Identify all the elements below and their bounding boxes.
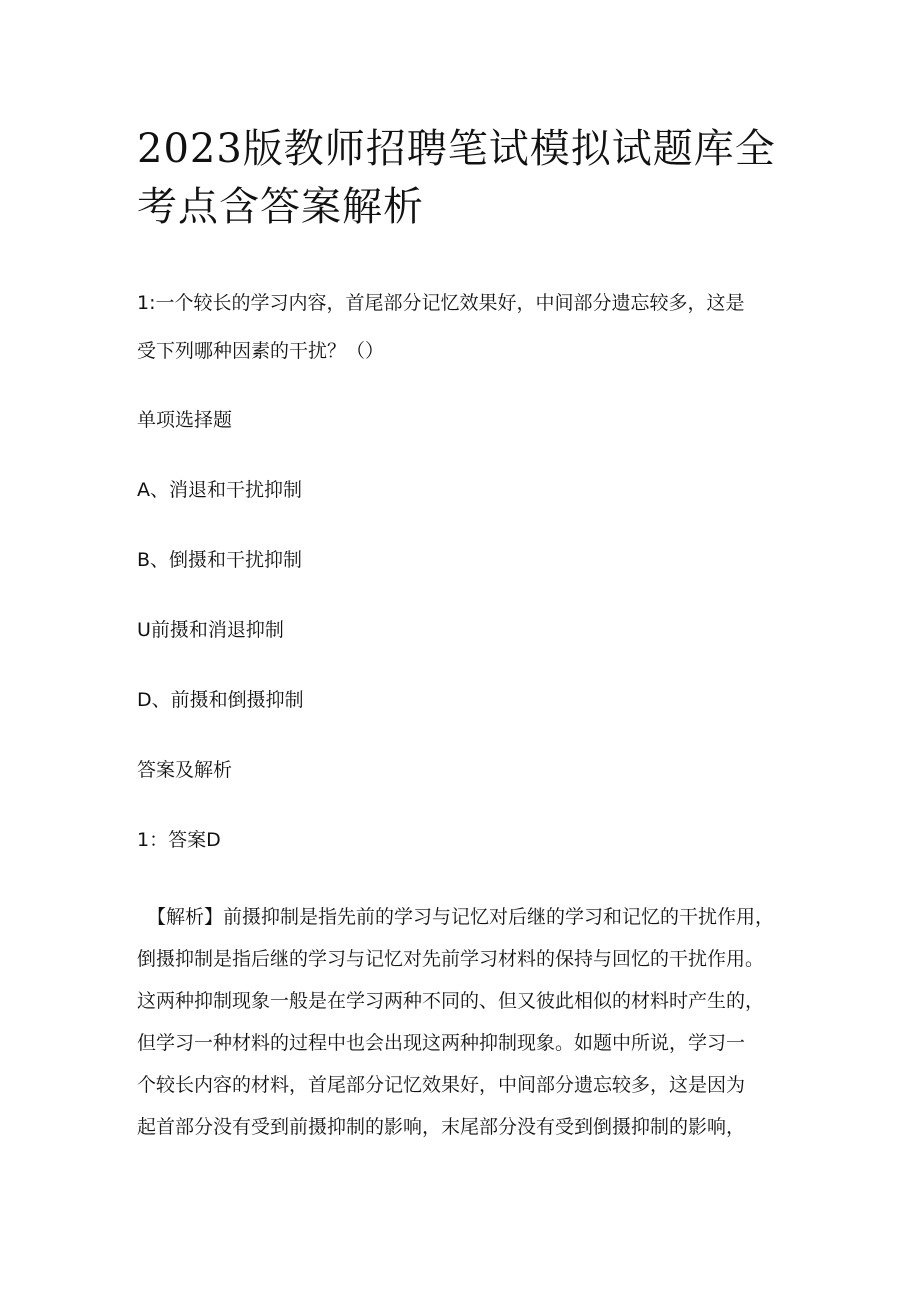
- title-line-2: 考点含答案解析: [137, 184, 424, 230]
- option-b: B、倒摄和干扰抑制: [137, 549, 303, 571]
- answer-heading: 答案及解析: [137, 759, 233, 781]
- answer-text: 1：答案D: [137, 829, 221, 851]
- document-title: [137, 120, 797, 236]
- question-text-line-1: 1:一个较长的学习内容，首尾部分记忆效果好，中间部分遗忘较多，这是: [137, 292, 745, 314]
- analysis-line: 这两种抑制现象一般是在学习两种不同的、但又彼此相似的材料时产生的，: [137, 990, 765, 1012]
- option-d: D、前摄和倒摄抑制: [137, 689, 304, 711]
- analysis-line: 【解析】前摄抑制是指先前的学习与记忆对后继的学习和记忆的干扰作用，: [147, 906, 775, 928]
- analysis-line: 倒摄抑制是指后继的学习与记忆对先前学习材料的保持与回忆的干扰作用。: [137, 948, 765, 970]
- analysis-paragraph: [137, 896, 817, 1148]
- question-type: 单项选择题: [137, 409, 233, 431]
- analysis-line: 但学习一种材料的过程中也会出现这两种抑制现象。如题中所说，学习一: [137, 1032, 746, 1054]
- option-c: U前摄和消退抑制: [137, 619, 284, 641]
- analysis-line: 个较长内容的材料，首尾部分记忆效果好，中间部分遗忘较多，这是因为: [137, 1074, 746, 1096]
- analysis-line: 起首部分没有受到前摄抑制的影响，末尾部分没有受到倒摄抑制的影响，: [137, 1116, 746, 1138]
- title-line-1: 2023版教师招聘笔试模拟试题库全: [137, 126, 776, 172]
- question-text-line-2: 受下列哪种因素的干扰？（）: [137, 340, 385, 362]
- option-a: A、消退和干扰抑制: [137, 479, 302, 501]
